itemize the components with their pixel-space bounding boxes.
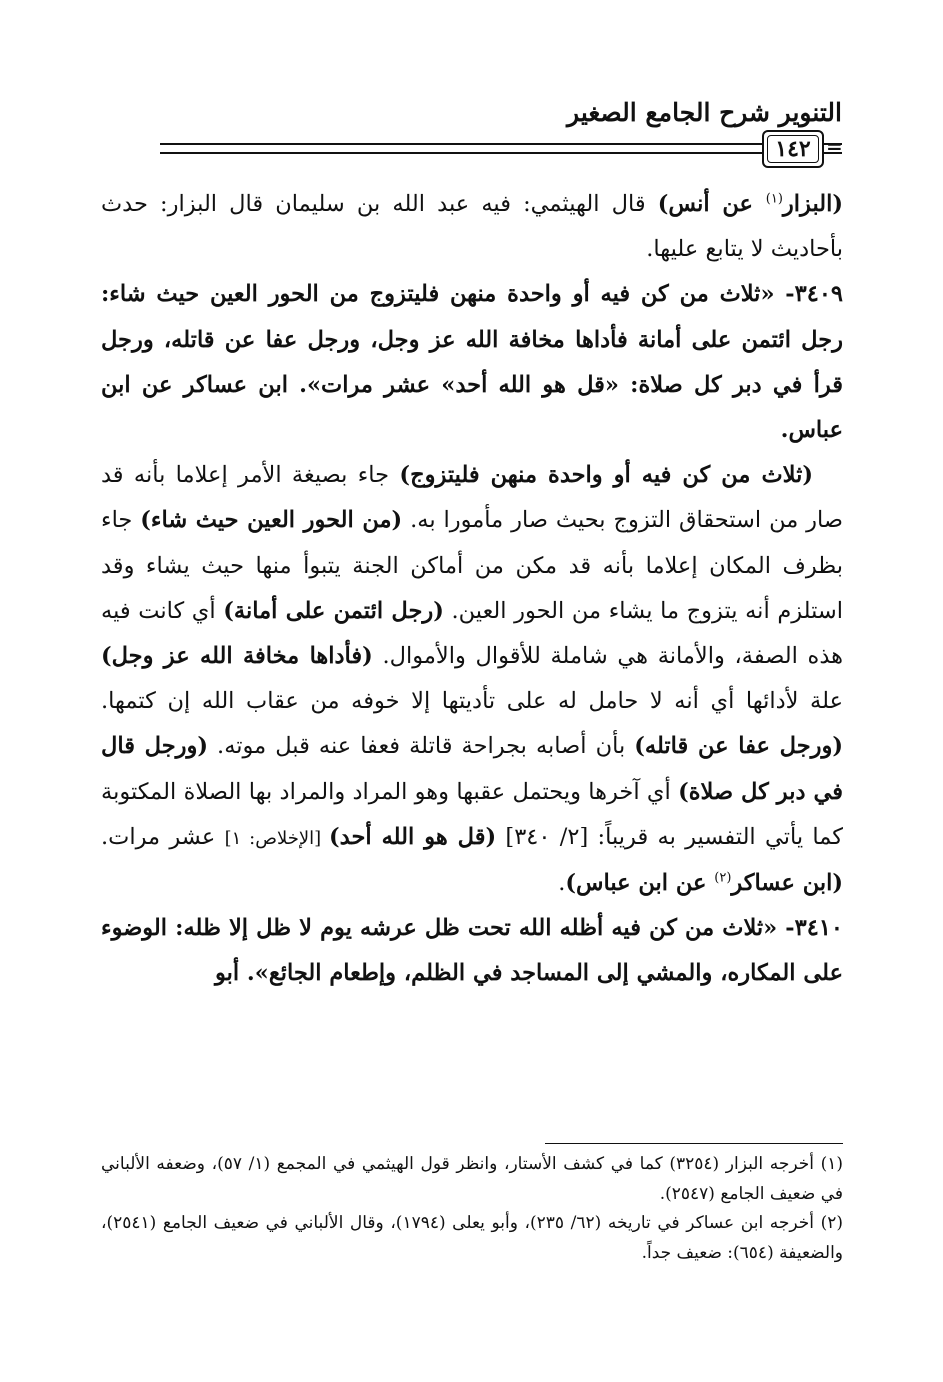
quote-4: (فأداها مخافة الله عز وجل) xyxy=(101,643,373,670)
main-text xyxy=(101,182,843,997)
hadith-3409: ٣٤٠٩- «ثلاث من كن فيه أو واحدة منهن فليتزوج من الحور العين حيث شاء: رجل ائتمن على أمانة فأداها مخافة الله عز وجل، ورجل عفا عن قاتله، ورجل قرأ في دبر كل صلاة: «قل هو الله أحد» عشر مرات». ابن عساكر عن ابن عباس. xyxy=(101,281,843,444)
gloss-4: علة لأدائها أي أنه لا حامل له على تأديتها إلا خوفه من عقاب الله إن كتمها. xyxy=(101,688,843,715)
quran-reference: [الإخلاص: ١] xyxy=(224,827,330,849)
footnote-ref-2: (٢) xyxy=(714,870,732,886)
header-edge-mark: = xyxy=(826,134,843,158)
gloss-6: أي آخرها ويحتمل عقبها وهو المراد والمراد بها الصلاة المكتوبة كما يأتي التفسير به قريباً: [٢/ ٣٤٠] xyxy=(101,778,843,850)
source-citation-2-rest: عن ابن عباس) xyxy=(565,870,715,897)
footnote-separator xyxy=(545,1143,843,1144)
footnotes xyxy=(101,1150,843,1268)
quote-1: (ثلاث من كن فيه أو واحدة منهن فليتزوج) xyxy=(399,462,813,489)
quote-7: (قل هو الله أحد) xyxy=(329,823,497,850)
commentary-3409 xyxy=(101,453,843,906)
gloss-2: جاء بظرف المكان إعلاما بأنه قد مكن من أماكن الجنة يتبوأ منها حيث يشاء وقد استلزم أنه يتزوج ما يشاء من الحور العين. xyxy=(101,507,844,624)
quote-6: (ورجل قال في دبر كل صلاة) xyxy=(101,733,843,805)
running-title: التنوير شرح الجامع الصغير xyxy=(567,98,842,127)
source-citation-2: (ابن عساكر xyxy=(731,870,843,897)
hadith-3410: ٣٤١٠- «ثلاث من كن فيه أظله الله تحت ظل عرشه يوم لا ظل إلا ظله: الوضوء على المكاره، والمشي إلى المساجد في الظلم، وإطعام الجائع». أبو xyxy=(101,915,843,987)
paragraph-1-text: قال الهيثمي: فيه عبد الله بن سليمان قال البزار: حدث بأحاديث لا يتابع عليها. xyxy=(101,191,843,263)
gloss-7: عشر مرات. xyxy=(101,823,225,850)
footnote-2: (٢) أخرجه ابن عساكر في تاريخه (٦٢/ ٢٣٥)، وأبو يعلى (١٧٩٤)، وقال الألباني في ضعيف الجامع (٢٥٤١)، والضعيفة (٦٥٤): ضعيف جداً. xyxy=(101,1213,843,1263)
footnote-1: (١) أخرجه البزار (٣٢٥٤) كما في كشف الأستار، وانظر قول الهيثمي في المجمع (١/ ٥٧)، وضعفه الألباني في ضعيف الجامع (٢٥٤٧). xyxy=(101,1154,844,1204)
gloss-3: أي كانت فيه هذه الصفة، والأمانة هي شاملة للأقوال والأموال. xyxy=(101,597,844,670)
page-number: ١٤٢ xyxy=(762,130,824,168)
quote-5: (ورجل عفا عن قاتله) xyxy=(634,733,843,760)
period: . xyxy=(558,870,566,897)
header-rule-bottom xyxy=(160,152,842,154)
gloss-1: جاء بصيغة الأمر إعلاما بأنه قد صار من استحقاق التزوج بحيث صار مأمورا به. xyxy=(101,462,843,534)
gloss-5: بأن أصابه بجراحة قاتلة فعفا عنه قبل موته. xyxy=(208,733,635,760)
quote-3: (رجل ائتمن على أمانة) xyxy=(223,597,444,624)
header-rule-top xyxy=(160,143,842,145)
paragraph-1 xyxy=(101,182,843,272)
quote-2: (من الحور العين حيث شاء) xyxy=(140,507,403,534)
source-citation: (البزار xyxy=(782,191,843,217)
source-citation-rest: عن أنس) xyxy=(657,191,766,217)
footnote-ref-1: (١) xyxy=(765,191,783,207)
